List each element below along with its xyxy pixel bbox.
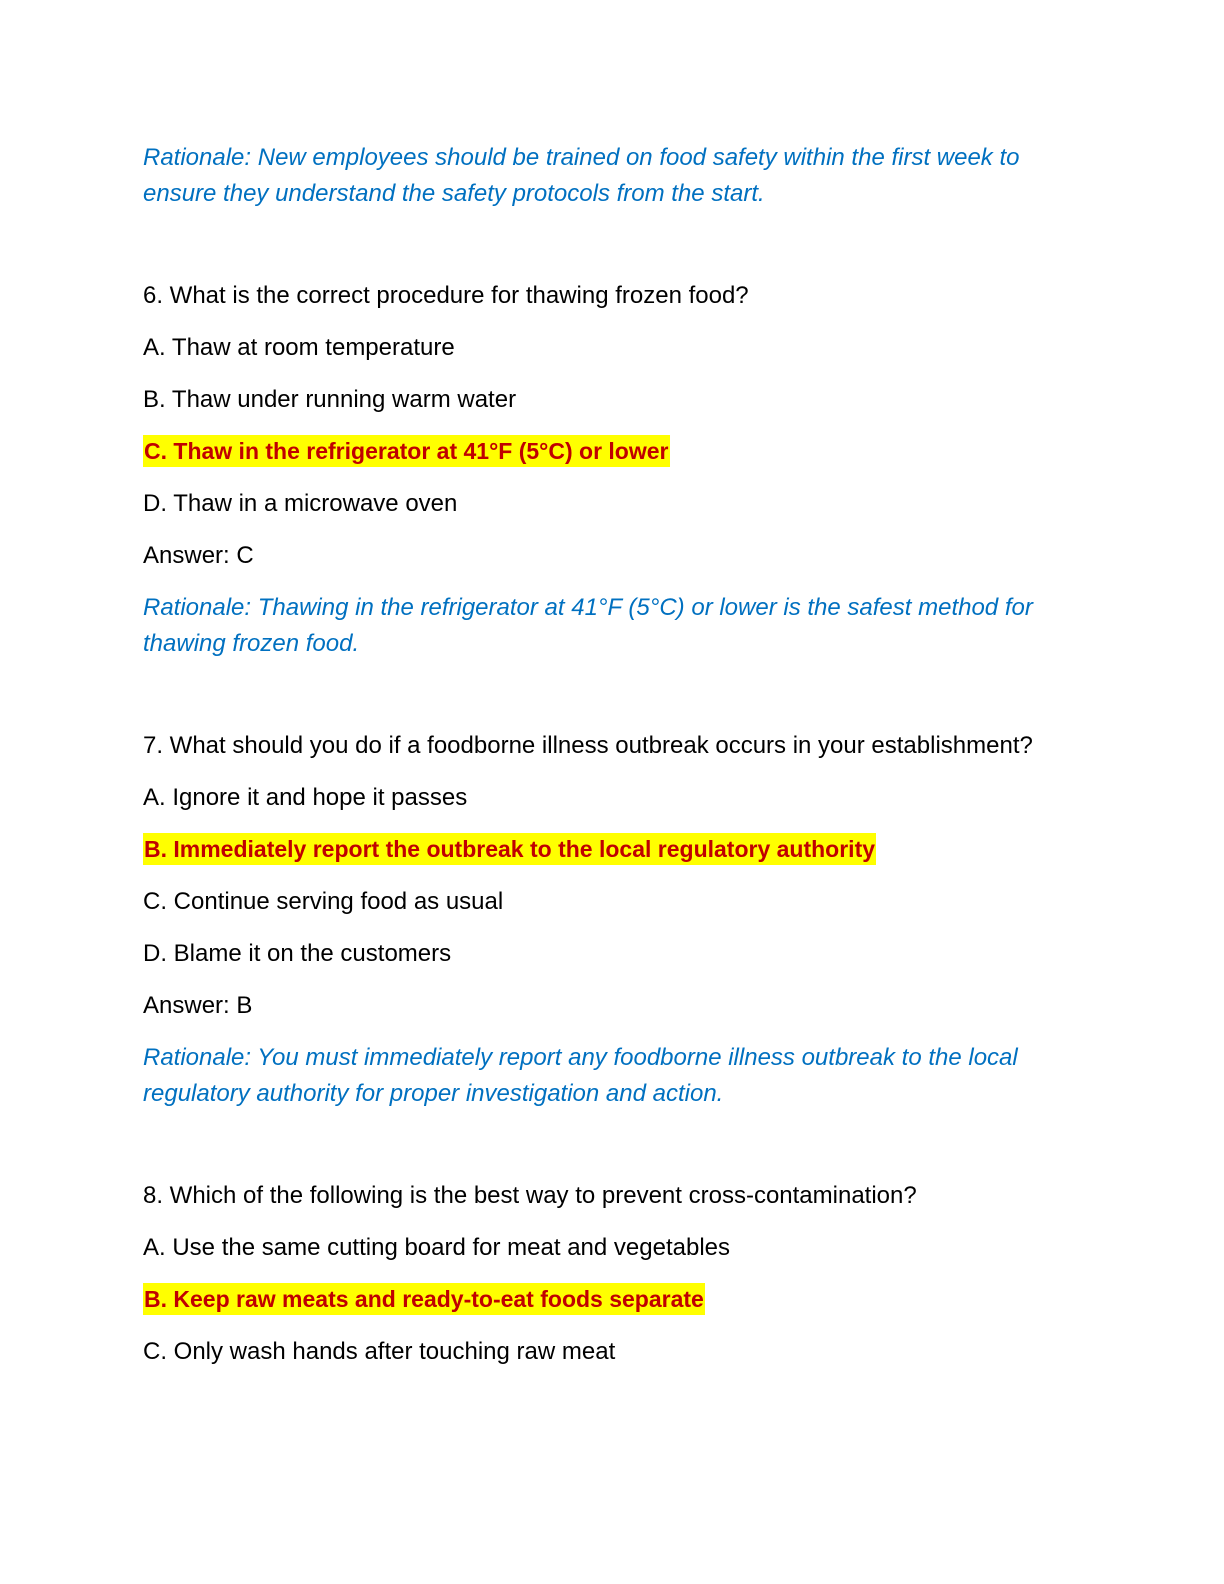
option-d: D. Blame it on the customers xyxy=(143,940,452,967)
rationale-text: Rationale: You must immediately report any foodborne illness outbreak to the local regulatory authority for proper investigation and action. xyxy=(143,1044,1018,1107)
option-c-correct xyxy=(143,434,1063,470)
option-c: C. Continue serving food as usual xyxy=(143,888,504,915)
correct-answer-highlight: B. Immediately report the outbreak to the local regulatory authority xyxy=(143,833,876,865)
document-content xyxy=(143,140,1063,1370)
question-text: 6. What is the correct procedure for thawing frozen food? xyxy=(143,282,749,309)
option-d: D. Thaw in a microwave oven xyxy=(143,490,458,517)
answer-text: Answer: B xyxy=(143,992,253,1019)
question-text: 8. Which of the following is the best way to prevent cross-contamination? xyxy=(143,1182,917,1209)
rationale-text: Rationale: Thawing in the refrigerator at 41°F (5°C) or lower is the safest method for thawing frozen food. xyxy=(143,594,1033,657)
correct-answer-highlight: B. Keep raw meats and ready-to-eat foods separate xyxy=(143,1283,705,1315)
spacer xyxy=(143,1112,1063,1178)
spacer xyxy=(143,212,1063,278)
option-b-correct xyxy=(143,1282,1063,1318)
option-a: A. Ignore it and hope it passes xyxy=(143,784,468,811)
option-a: A. Use the same cutting board for meat and vegetables xyxy=(143,1234,731,1261)
rationale-text: Rationale: New employees should be trained on food safety within the first week to ensure they understand the safety protocols from the start. xyxy=(143,144,1020,207)
correct-answer-highlight: C. Thaw in the refrigerator at 41°F (5°C) or lower xyxy=(143,435,670,467)
option-b-correct xyxy=(143,832,1063,868)
option-a: A. Thaw at room temperature xyxy=(143,334,455,361)
option-b: B. Thaw under running warm water xyxy=(143,386,517,413)
spacer xyxy=(143,662,1063,728)
question-text: 7. What should you do if a foodborne illness outbreak occurs in your establishment? xyxy=(143,732,1033,759)
answer-text: Answer: C xyxy=(143,542,254,569)
option-c: C. Only wash hands after touching raw meat xyxy=(143,1338,616,1365)
